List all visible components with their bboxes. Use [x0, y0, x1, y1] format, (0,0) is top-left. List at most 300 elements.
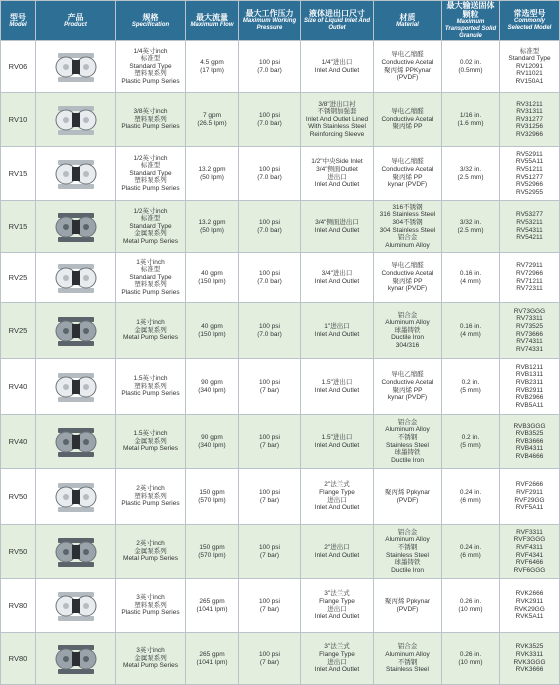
spec-cell-line: 3英寸inch — [136, 647, 165, 655]
spec-cell-line: 标准型 — [140, 215, 161, 223]
flow-cell-line: 40 gpm — [201, 269, 223, 277]
flow-cell-line: (150 lpm) — [198, 277, 226, 285]
size-cell — [301, 359, 374, 415]
material-cell-line: 导电乙缩醛 — [391, 158, 424, 166]
size-cell-line: Inlet And Outlet — [314, 441, 360, 449]
model-cell: RV25 — [1, 303, 36, 359]
plastic-pump-image — [52, 477, 100, 517]
flow-cell-line: (26.5 lpm) — [197, 119, 227, 127]
table-row — [1, 525, 560, 579]
size-cell-line: 3/4"侧面Outlet — [316, 165, 358, 173]
material-cell-line: 聚丙烯 Ppkynar — [384, 488, 431, 496]
spec-cell — [116, 469, 186, 525]
header-solids: 最大输送固体颗粒 Maximum Transported Solid Granule — [442, 1, 500, 41]
flow-cell-line: 265 gpm — [199, 650, 225, 658]
spec-cell-line: Plastic Pump Series — [121, 390, 180, 398]
spec-cell-line: 塑料泵系列 — [134, 115, 167, 123]
model-cell: RV50 — [1, 469, 36, 525]
pressure-cell-line: 100 psi — [259, 322, 280, 330]
solids-cell-line: (10 mm) — [458, 658, 483, 666]
table-row — [1, 415, 560, 469]
common-model-cell-line: RVK2666 — [515, 590, 544, 598]
size-cell-line: 1/4"进出口 — [321, 58, 353, 66]
material-cell-line: Conductive Acetal — [381, 378, 434, 386]
common-model-cell-line: RVB2311 — [515, 378, 544, 386]
pressure-cell-line: 100 psi — [259, 433, 280, 441]
common-model-cell-line: RVK3525 — [515, 643, 544, 651]
material-cell-line: Aluminum Alloy — [385, 536, 430, 544]
flow-cell-line: (570 lpm) — [198, 496, 226, 504]
spec-cell-line: 金属泵系列 — [134, 654, 167, 662]
pressure-cell-line: (7.0 bar) — [257, 226, 282, 234]
spec-cell — [116, 93, 186, 147]
material-cell-line: 铝合金 — [397, 234, 418, 242]
common-model-cell-line: RVF4311 — [516, 543, 543, 551]
spec-cell-line: Standard Type — [129, 62, 172, 70]
common-model-cell-line: RVK3311 — [515, 650, 544, 658]
spec-cell-line: Standard Type — [129, 222, 172, 230]
flow-cell-line: 13.2 gpm — [198, 218, 226, 226]
product-cell — [36, 253, 116, 303]
metal-pump-image — [52, 422, 100, 462]
pressure-cell-line: 100 psi — [259, 218, 280, 226]
size-cell-line: Inlet And Outlet — [314, 66, 360, 74]
material-cell-line: 304 Stainless Steel — [379, 226, 436, 234]
size-cell — [301, 253, 374, 303]
material-cell-line: Stainless Steel — [386, 441, 429, 449]
common-model-cell-line: RV53211 — [516, 218, 543, 226]
metal-pump-image — [52, 639, 100, 679]
header-product: 产品 Product — [36, 1, 116, 41]
material-cell — [374, 93, 442, 147]
material-cell-line: 铝合金 — [397, 418, 418, 426]
header-common: 常选型号 Commonly Selected Model — [500, 1, 560, 41]
material-cell-line: 导电乙缩醛 — [391, 262, 424, 270]
plastic-pump-image — [52, 367, 100, 407]
common-model-cell-line: RV74311 — [516, 338, 543, 346]
product-cell — [36, 303, 116, 359]
spec-cell-line: 金属泵系列 — [134, 326, 167, 334]
size-cell-line: 进出口 — [327, 658, 347, 666]
common-model-cell-line: RVK3GGG — [513, 658, 546, 666]
common-model-cell — [500, 579, 560, 633]
common-model-cell-line: RV31311 — [516, 108, 543, 116]
solids-cell-line: (10 mm) — [458, 605, 483, 613]
spec-cell-line: 金属泵系列 — [134, 437, 167, 445]
solids-cell — [442, 633, 500, 685]
material-cell-line: kynar (PVDF) — [387, 285, 428, 293]
material-cell-line: 聚丙烯 PP — [392, 386, 423, 394]
common-model-cell — [500, 41, 560, 93]
common-model-cell-line: RV74331 — [516, 345, 543, 353]
material-cell-line: 球墨铸铁 — [394, 559, 421, 567]
size-cell — [301, 633, 374, 685]
plastic-pump-image — [52, 154, 100, 194]
common-model-cell — [500, 147, 560, 201]
material-cell-line: 导电乙缩醛 — [391, 371, 424, 379]
size-cell-line: Inlet And Outlet Lined — [305, 115, 369, 123]
solids-cell — [442, 579, 500, 633]
common-model-cell-line: RV73666 — [516, 330, 543, 338]
solids-cell-line: (2.5 mm) — [457, 226, 484, 234]
spec-cell-line: Metal Pump Series — [123, 334, 178, 342]
material-cell — [374, 303, 442, 359]
common-model-cell — [500, 303, 560, 359]
table-row — [1, 633, 560, 685]
material-cell-line: 不锈钢 — [397, 658, 418, 666]
common-model-cell-line: RV73525 — [516, 322, 543, 330]
pressure-cell-line: (7 bar) — [259, 496, 280, 504]
spec-cell — [116, 579, 186, 633]
pressure-cell-line: (7 bar) — [259, 605, 280, 613]
pressure-cell-line: 100 psi — [259, 488, 280, 496]
spec-cell — [116, 201, 186, 253]
material-cell — [374, 469, 442, 525]
size-cell-line: Inlet And Outlet — [314, 386, 360, 394]
solids-cell-line: (4 mm) — [460, 330, 481, 338]
table-row — [1, 201, 560, 253]
material-cell-line: Conductive Acetal — [381, 269, 434, 277]
flow-cell-line: (570 lpm) — [198, 551, 226, 559]
plastic-pump-image — [52, 586, 100, 626]
model-cell: RV80 — [1, 579, 36, 633]
solids-cell-line: 3/32 in. — [459, 165, 482, 173]
size-cell-line: Reinforcing Sleeve — [309, 130, 365, 138]
pressure-cell-line: 100 psi — [259, 650, 280, 658]
flow-cell — [186, 303, 239, 359]
table-row — [1, 93, 560, 147]
material-cell-line: 导电乙缩醛 — [391, 108, 424, 116]
pressure-cell — [239, 415, 301, 469]
common-model-cell-line: RV54311 — [516, 226, 543, 234]
common-model-cell-line: RVK3666 — [515, 666, 544, 674]
solids-cell — [442, 147, 500, 201]
spec-cell-line: 塑料泵系列 — [134, 492, 167, 500]
size-cell-line: 1.5"进出口 — [321, 378, 353, 386]
material-cell-line: 304/316 — [395, 341, 420, 349]
common-model-cell-line: RV31256 — [516, 123, 543, 131]
flow-cell-line: (50 lpm) — [200, 226, 224, 234]
solids-cell — [442, 303, 500, 359]
material-cell-line: 球墨铸铁 — [394, 326, 421, 334]
spec-cell — [116, 303, 186, 359]
spec-cell-line: 金属泵系列 — [134, 547, 167, 555]
material-cell-line: 球墨铸铁 — [394, 449, 421, 457]
common-model-cell-line: RVF6466 — [515, 559, 544, 567]
size-cell — [301, 525, 374, 579]
solids-cell-line: 0.16 in. — [459, 322, 482, 330]
common-model-cell — [500, 93, 560, 147]
solids-cell-line: 0.24 in. — [459, 543, 482, 551]
solids-cell — [442, 415, 500, 469]
common-model-cell-line: RV72911 — [516, 262, 543, 270]
common-model-cell-line: RVF4341 — [515, 551, 544, 559]
material-cell-line: 聚丙烯 Ppkynar — [384, 597, 431, 605]
common-model-cell-line: RVB2966 — [515, 394, 544, 402]
spec-cell-line: 塑料泵系列 — [134, 70, 167, 78]
material-cell-line: Conductive Acetal — [381, 115, 434, 123]
table-row — [1, 469, 560, 525]
flow-cell-line: (1041 lpm) — [196, 658, 228, 666]
material-cell — [374, 41, 442, 93]
material-cell-line: 316 Stainless Steel — [379, 211, 436, 219]
flow-cell-line: 150 gpm — [199, 488, 225, 496]
spec-cell-line: 2英寸inch — [136, 485, 165, 493]
size-cell — [301, 303, 374, 359]
size-cell-line: Inlet And Outlet — [314, 181, 360, 189]
spec-cell-line: 塑料泵系列 — [134, 177, 167, 185]
size-cell — [301, 201, 374, 253]
flow-cell-line: 150 gpm — [199, 543, 225, 551]
common-model-cell-line: RV32966 — [516, 130, 543, 138]
flow-cell — [186, 147, 239, 201]
flow-cell-line: 7 gpm — [202, 111, 222, 119]
solids-cell-line: 1/16 in. — [459, 111, 482, 119]
material-cell-line: Stainless Steel — [386, 666, 429, 674]
product-cell — [36, 359, 116, 415]
material-cell-line: Conductive Acetal — [381, 165, 434, 173]
material-cell-line: Aluminum Alloy — [385, 650, 430, 658]
common-model-cell-line: RVB5A11 — [515, 401, 544, 409]
flow-cell-line: 265 gpm — [199, 597, 225, 605]
common-model-cell-line: RV72311 — [516, 285, 543, 293]
material-cell-line: 聚丙烯 PPKynar — [384, 66, 431, 74]
common-model-cell — [500, 359, 560, 415]
flow-cell — [186, 579, 239, 633]
spec-cell-line: 1英寸inch — [136, 258, 165, 266]
material-cell-line: 316不锈钢 — [392, 203, 423, 211]
common-model-cell — [500, 525, 560, 579]
material-cell — [374, 147, 442, 201]
solids-cell-line: 0.24 in. — [459, 488, 482, 496]
material-cell-line: 铝合金 — [397, 528, 418, 536]
common-model-cell-line: RV12091 — [516, 62, 543, 70]
common-model-cell — [500, 201, 560, 253]
flow-cell-line: 4.5 gpm — [200, 58, 224, 66]
header-model: 型号 Model — [1, 1, 36, 41]
table-header-row — [1, 1, 560, 41]
size-cell-line: 3/4"侧面进出口 — [315, 218, 359, 226]
solids-cell-line: (1.6 mm) — [457, 119, 484, 127]
pressure-cell — [239, 253, 301, 303]
flow-cell — [186, 201, 239, 253]
common-model-cell-line: RV150A1 — [515, 77, 544, 85]
header-pressure: 最大工作压力 Maximum Working Pressure — [239, 1, 301, 41]
model-cell: RV10 — [1, 93, 36, 147]
pressure-cell — [239, 41, 301, 93]
flow-cell — [186, 469, 239, 525]
size-cell — [301, 93, 374, 147]
spec-cell-line: 标准型 — [140, 55, 161, 63]
flow-cell — [186, 93, 239, 147]
solids-cell-line: 0.26 in. — [459, 650, 482, 658]
common-model-cell-line: RVF6GGG — [513, 566, 546, 574]
pressure-cell-line: 100 psi — [259, 111, 280, 119]
size-cell-line: 3/8"进出口衬 — [318, 100, 356, 108]
spec-cell-line: 1.5英寸inch — [133, 375, 168, 383]
pressure-cell-line: (7 bar) — [259, 441, 280, 449]
common-model-cell-line: RVB3GGG — [513, 422, 546, 430]
spec-cell-line: 塑料泵系列 — [134, 382, 167, 390]
common-model-cell-line: RVF3GGG — [513, 536, 546, 544]
size-cell — [301, 415, 374, 469]
size-cell-line: Flange Type — [319, 597, 355, 605]
spec-cell-line: 塑料泵系列 — [134, 281, 167, 289]
spec-cell-line: Standard Type — [129, 273, 172, 281]
model-cell: RV40 — [1, 359, 36, 415]
spec-cell-line: Metal Pump Series — [123, 662, 178, 670]
pressure-cell-line: 100 psi — [259, 58, 280, 66]
size-cell-line: Inlet And Outlet — [314, 330, 360, 338]
solids-cell-line: (6 mm) — [460, 496, 481, 504]
spec-cell — [116, 415, 186, 469]
size-cell-line: Flange Type — [319, 650, 355, 658]
common-model-cell-line: 标准型 — [519, 47, 540, 55]
solids-cell-line: (0.5mm) — [458, 66, 483, 74]
flow-cell-line: (150 lpm) — [198, 330, 226, 338]
plastic-pump-image — [52, 100, 100, 140]
material-cell-line: 导电乙缩醛 — [391, 51, 424, 59]
model-cell: RV25 — [1, 253, 36, 303]
header-spec: 规格 Specification — [116, 1, 186, 41]
flow-cell-line: 40 gpm — [201, 322, 223, 330]
header-flow: 最大流量 Maximum Flow — [186, 1, 239, 41]
pressure-cell — [239, 359, 301, 415]
material-cell-line: Ductile Iron — [391, 566, 424, 574]
spec-cell — [116, 525, 186, 579]
spec-cell — [116, 41, 186, 93]
size-cell-line: 3/4"进出口 — [321, 269, 353, 277]
size-cell — [301, 41, 374, 93]
common-model-cell-line: RV54211 — [516, 234, 543, 242]
spec-cell-line: Metal Pump Series — [123, 555, 178, 563]
material-cell — [374, 253, 442, 303]
flow-cell — [186, 359, 239, 415]
material-cell-line: 304不锈钢 — [392, 218, 423, 226]
metal-pump-image — [52, 207, 100, 247]
spec-cell-line: Standard Type — [129, 169, 172, 177]
material-cell-line: 不锈钢 — [397, 543, 418, 551]
common-model-cell-line: RVB4666 — [515, 452, 544, 460]
spec-cell-line: 金属泵系列 — [134, 230, 167, 238]
common-model-cell-line: RVB3525 — [515, 430, 544, 438]
common-model-cell — [500, 633, 560, 685]
flow-cell — [186, 415, 239, 469]
product-cell — [36, 93, 116, 147]
solids-cell-line: 0.16 in. — [459, 269, 482, 277]
material-cell-line: (PVDF) — [396, 496, 419, 504]
common-model-cell-line: RV31211 — [516, 100, 543, 108]
product-cell — [36, 147, 116, 201]
common-model-cell-line: RV55A11 — [515, 158, 544, 166]
spec-cell-line: Plastic Pump Series — [121, 77, 180, 85]
pressure-cell — [239, 93, 301, 147]
material-cell-line: Ductile Iron — [391, 456, 424, 464]
model-cell: RV06 — [1, 41, 36, 93]
table-row — [1, 579, 560, 633]
spec-cell-line: 塑料泵系列 — [134, 601, 167, 609]
material-cell-line: 铝合金 — [397, 311, 418, 319]
solids-cell — [442, 253, 500, 303]
material-cell-line: 聚丙烯 PP — [392, 123, 423, 131]
spec-cell-line: Metal Pump Series — [123, 237, 178, 245]
spec-cell-line: Plastic Pump Series — [121, 500, 180, 508]
product-cell — [36, 41, 116, 93]
pressure-cell-line: (7.0 bar) — [257, 66, 282, 74]
common-model-cell-line: RVK29GG — [514, 605, 545, 613]
header-size: 液体进出口尺寸 Size of Liquid Inlet And Outlet — [301, 1, 374, 41]
spec-cell-line: 3英寸inch — [136, 594, 165, 602]
spec-cell — [116, 359, 186, 415]
common-model-cell-line: RV71211 — [516, 277, 543, 285]
pressure-cell-line: 100 psi — [259, 269, 280, 277]
size-cell-line: 进出口 — [327, 173, 347, 181]
common-model-cell-line: RVK2911 — [515, 597, 544, 605]
solids-cell — [442, 469, 500, 525]
pressure-cell-line: (7.0 bar) — [257, 173, 282, 181]
size-cell-line: 进出口 — [327, 496, 347, 504]
common-model-cell-line: RV72966 — [516, 269, 543, 277]
solids-cell — [442, 359, 500, 415]
common-model-cell-line: RV31277 — [516, 115, 543, 123]
common-model-cell — [500, 253, 560, 303]
material-cell-line: 聚丙烯 PP — [392, 173, 423, 181]
common-model-cell-line: RVB2911 — [515, 386, 544, 394]
size-cell-line: Inlet And Outlet — [314, 613, 360, 621]
common-model-cell-line: RV53277 — [516, 211, 543, 219]
common-model-cell-line: RVB4311 — [515, 445, 544, 453]
flow-cell — [186, 525, 239, 579]
spec-cell — [116, 253, 186, 303]
pressure-cell — [239, 469, 301, 525]
solids-cell-line: 3/32 in. — [459, 218, 482, 226]
solids-cell-line: (5 mm) — [460, 386, 481, 394]
size-cell — [301, 147, 374, 201]
spec-cell-line: 3/8英寸inch — [133, 108, 168, 116]
solids-cell-line: (6 mm) — [460, 551, 481, 559]
model-cell: RV80 — [1, 633, 36, 685]
solids-cell-line: 0.2 in. — [461, 378, 480, 386]
solids-cell — [442, 525, 500, 579]
material-cell-line: 聚丙烯 PP — [392, 277, 423, 285]
material-cell — [374, 359, 442, 415]
common-model-cell-line: RV11021 — [516, 70, 543, 78]
pressure-cell — [239, 147, 301, 201]
common-model-cell-line: RV51211 — [516, 165, 543, 173]
model-cell: RV40 — [1, 415, 36, 469]
material-cell-line: Stainless Steel — [386, 551, 429, 559]
size-cell-line: 2"法兰式 — [324, 481, 350, 489]
material-cell — [374, 633, 442, 685]
solids-cell-line: 0.2 in. — [461, 433, 480, 441]
common-model-cell-line: RV52911 — [516, 150, 543, 158]
solids-cell-line: (2.5 mm) — [457, 173, 484, 181]
product-cell — [36, 633, 116, 685]
solids-cell-line: 0.26 in. — [459, 597, 482, 605]
size-cell-line: Inlet And Outlet — [314, 504, 360, 512]
material-cell-line: (PVDF) — [396, 74, 419, 82]
model-cell: RV50 — [1, 525, 36, 579]
flow-cell-line: (17 lpm) — [200, 66, 224, 74]
flow-cell-line: 90 gpm — [201, 378, 223, 386]
pressure-cell — [239, 525, 301, 579]
spec-cell-line: Plastic Pump Series — [121, 123, 180, 131]
material-cell-line: 不锈钢 — [397, 433, 418, 441]
size-cell — [301, 469, 374, 525]
pressure-cell-line: 100 psi — [259, 165, 280, 173]
pressure-cell-line: (7.0 bar) — [257, 119, 282, 127]
spec-cell-line: 标准型 — [140, 266, 161, 274]
